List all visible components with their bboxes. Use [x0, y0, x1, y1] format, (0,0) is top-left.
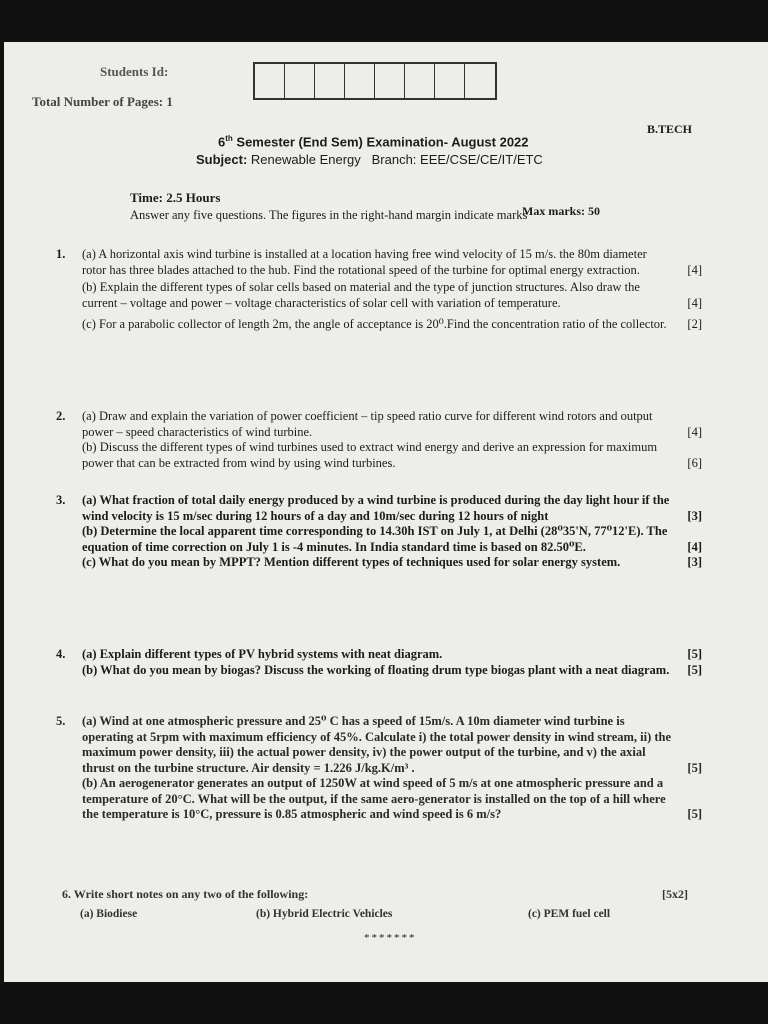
- option-hybrid-vehicles: (b) Hybrid Electric Vehicles: [256, 908, 393, 920]
- question-number: 3.: [56, 493, 66, 507]
- part-text: (a) What fraction of total daily energy produced by a wind turbine is produced during the day light hour if the wind velocity is 15 m/sec during 12 hours of a day and 10m/sec during 12 hours of night: [82, 493, 670, 523]
- id-box: [435, 64, 465, 98]
- branch-value: Branch: EEE/CSE/CE/IT/ETC: [371, 152, 543, 167]
- option-pem-fuel-cell: (c) PEM fuel cell: [528, 908, 611, 920]
- question-part: [82, 555, 702, 571]
- part-marks: [3]: [687, 508, 702, 523]
- subject-value: Renewable Energy: [247, 152, 361, 167]
- id-box: [285, 64, 315, 98]
- part-marks: [6]: [687, 455, 702, 470]
- exam-title: [218, 134, 529, 149]
- question-part: [82, 647, 702, 663]
- part-marks: [5]: [687, 760, 702, 775]
- question-6-marks: [5x2]: [662, 887, 688, 901]
- subject-line: [196, 152, 543, 167]
- question-number: 5.: [56, 714, 66, 728]
- part-text: (a) Explain different types of PV hybrid systems with neat diagram.: [82, 647, 443, 661]
- question-number: 2.: [56, 409, 66, 423]
- total-pages: Total Number of Pages: 1: [32, 94, 173, 109]
- part-marks: [2]: [687, 317, 702, 331]
- part-marks: [5]: [687, 662, 702, 677]
- question-6: [62, 887, 688, 902]
- part-text: (c) For a parabolic collector of length 2m, the angle of acceptance is 20⁰.Find the concentration ratio of the collector.: [82, 317, 667, 331]
- part-marks: [4]: [687, 424, 702, 439]
- part-text: (a) A horizontal axis wind turbine is installed at a location having free wind velocity of 15 m/s. the 80m diameter rotor has three blades attached to the hub. Find the rotational speed of the turbine for optimal energy extraction.: [82, 247, 647, 277]
- part-marks: [3]: [687, 555, 702, 569]
- semester-suffix: th: [225, 134, 233, 143]
- part-text: (b) Determine the local apparent time corresponding to 14.30h IST on July 1, at Delhi (28⁰35'N, 77⁰12'E). The equation of time correction on July 1 is -4 minutes. In India standard time is based on 82.50⁰E.: [82, 524, 668, 554]
- part-marks: [4]: [687, 295, 702, 310]
- part-marks: [4]: [687, 262, 702, 277]
- part-text: (a) Draw and explain the variation of power coefficient – tip speed ratio curve for different wind rotors and output power – speed characteristics of wind turbine.: [82, 409, 653, 439]
- program-label: B.TECH: [647, 122, 693, 136]
- part-marks: [4]: [687, 539, 702, 554]
- question-part: [82, 409, 702, 440]
- id-box: [345, 64, 375, 98]
- part-text: (b) Discuss the different types of wind turbines used to extract wind energy and derive an expression for maximum power that can be extracted from wind by using wind turbines.: [82, 440, 658, 470]
- question-part: [82, 524, 702, 555]
- part-text: (b) Explain the different types of solar cells based on material and the type of junction structures. Also draw the current – voltage and power – voltage characteristics of solar cell with variation of temperature.: [82, 280, 640, 310]
- question-part: [82, 317, 702, 333]
- exam-paper: [4, 42, 768, 982]
- students-id-label: Students Id:: [100, 64, 169, 79]
- id-box: [405, 64, 435, 98]
- part-text: (b) An aerogenerator generates an output of 1250W at wind speed of 5 m/s at one atmospheric pressure and a temperature of 20°C. What will be the output, if the same aero-generator is installed on the top of a hill where the temperature is 10°C, pressure is 0.85 atmospheric and wind speed is 6 m/s?: [82, 776, 666, 821]
- semester-number: 6: [218, 134, 226, 150]
- instructions: Answer any five questions. The figures in the right-hand margin indicate marks: [130, 208, 528, 222]
- question-6-text: 6. Write short notes on any two of the following:: [62, 887, 309, 901]
- id-box: [315, 64, 345, 98]
- part-text: (b) What do you mean by biogas? Discuss the working of floating drum type biogas plant with a neat diagram.: [82, 662, 670, 677]
- question-part: [82, 247, 702, 278]
- question-part: [82, 440, 702, 471]
- option-biodiesel: (a) Biodiese: [80, 908, 138, 920]
- student-id-boxes: [253, 62, 497, 100]
- id-box: [465, 64, 495, 98]
- end-stars: *******: [364, 932, 417, 944]
- question-part: [82, 776, 702, 823]
- part-marks: [5]: [687, 647, 702, 661]
- id-box: [255, 64, 285, 98]
- exam-title-text: Semester (End Sem) Examination- August 2022: [232, 134, 529, 150]
- question-part: [82, 493, 702, 524]
- question-part: [82, 714, 702, 776]
- max-marks: Max marks: 50: [522, 204, 600, 218]
- part-marks: [5]: [687, 807, 702, 821]
- question-part: [82, 280, 702, 311]
- question-number: 1.: [56, 247, 66, 261]
- question-part: [82, 663, 702, 679]
- part-text: (a) Wind at one atmospheric pressure and 25⁰ C has a speed of 15m/s. A 10m diameter wind turbine is operating at 5rpm with maximum efficiency of 45%. Calculate i) the total power density in wind stream, ii) the maximum power density, iii) the actual power density, iv) the power output of the turbine, and v) the axial thrust on the turbine structure. Air density = 1.226 J/kg.K/m³ .: [82, 714, 672, 775]
- id-box: [375, 64, 405, 98]
- subject-label: Subject:: [196, 152, 248, 167]
- exam-time: Time: 2.5 Hours: [130, 190, 221, 205]
- question-number: 4.: [56, 647, 66, 661]
- part-text: (c) What do you mean by MPPT? Mention different types of techniques used for solar energy system.: [82, 555, 621, 569]
